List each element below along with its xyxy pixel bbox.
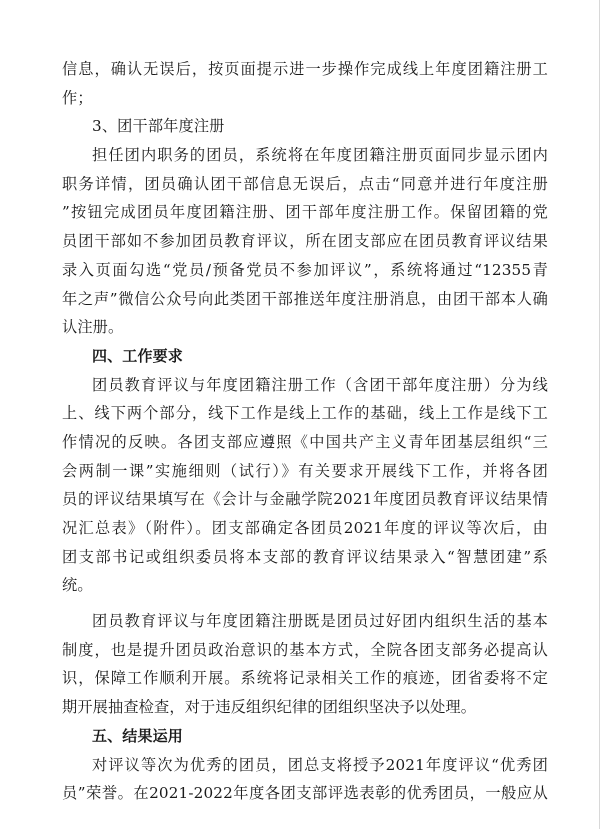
paragraph-line: 对评议等次为优秀的团员，团总支将授予2021年度评议“优秀团 bbox=[92, 755, 548, 774]
paragraph-line: 上、线下两个部分，线下工作是线上工作的基础，线上工作是线下工 bbox=[62, 404, 548, 423]
paragraph-line: 作； bbox=[62, 88, 93, 107]
paragraph-line: 员团干部如不参加团员教育评议，所在团支部应在团员教育评议结果 bbox=[62, 232, 548, 251]
paragraph-line: 录入页面勾选“党员/预备党员不参加评议”，系统将通过“12355青 bbox=[62, 260, 548, 279]
paragraph-line: 况汇总表》（附件）。团支部确定各团员2021年度的评议等次后，由 bbox=[62, 519, 548, 537]
section-heading: 五、结果运用 bbox=[92, 726, 183, 745]
paragraph-line: 团支部书记或组织委员将本支部的教育评议结果录入“智慧团建”系 bbox=[62, 547, 548, 566]
paragraph-line: 识，保障工作顺利开展。系统将记录相关工作的痕迹，团省委将不定 bbox=[62, 669, 548, 688]
paragraph-line: 职务详情，团员确认团干部信息无误后，点击“同意并进行年度注册 bbox=[62, 174, 548, 193]
section-heading: 四、工作要求 bbox=[92, 346, 183, 365]
subsection-heading: 3、团干部年度注册 bbox=[92, 117, 225, 136]
paragraph-line: 期开展抽查检查，对于违反组织纪律的团组织坚决予以处理。 bbox=[62, 698, 477, 717]
document-body bbox=[62, 55, 548, 808]
paragraph-line: 担任团内职务的团员，系统将在年度团籍注册页面同步显示团内 bbox=[92, 146, 548, 165]
paragraph-line: 信息，确认无误后，按页面提示进一步操作完成线上年度团籍注册工 bbox=[62, 60, 548, 78]
paragraph-line: 员的评议结果填写在《会计与金融学院2021年度团员教育评议结果情 bbox=[62, 490, 548, 509]
paragraph-line: 团员教育评议与年度团籍注册工作（含团干部年度注册）分为线 bbox=[92, 375, 548, 394]
paragraph-line: 制度，也是提升团员政治意识的基本方式，全院各团支部务必提高认 bbox=[62, 640, 548, 659]
paragraph-line: 统。 bbox=[62, 576, 93, 595]
paragraph-line: 员”荣誉。在2021-2022年度各团支部评选表彰的优秀团员，一般应从 bbox=[62, 784, 548, 803]
paragraph-line: 会两制一课”实施细则（试行）》有关要求开展线下工作，并将各团 bbox=[62, 461, 548, 480]
paragraph-line: 年之声”微信公众号向此类团干部推送年度注册消息，由团干部本人确 bbox=[62, 289, 548, 308]
paragraph-line: ”按钮完成团员年度团籍注册、团干部年度注册工作。保留团籍的党 bbox=[62, 203, 548, 222]
paragraph-line: 认注册。 bbox=[62, 318, 124, 337]
paragraph-line: 作情况的反映。各团支部应遵照《中国共产主义青年团基层组织“三 bbox=[62, 432, 548, 451]
paragraph-line: 团员教育评议与年度团籍注册既是团员过好团内组织生活的基本 bbox=[92, 612, 548, 631]
